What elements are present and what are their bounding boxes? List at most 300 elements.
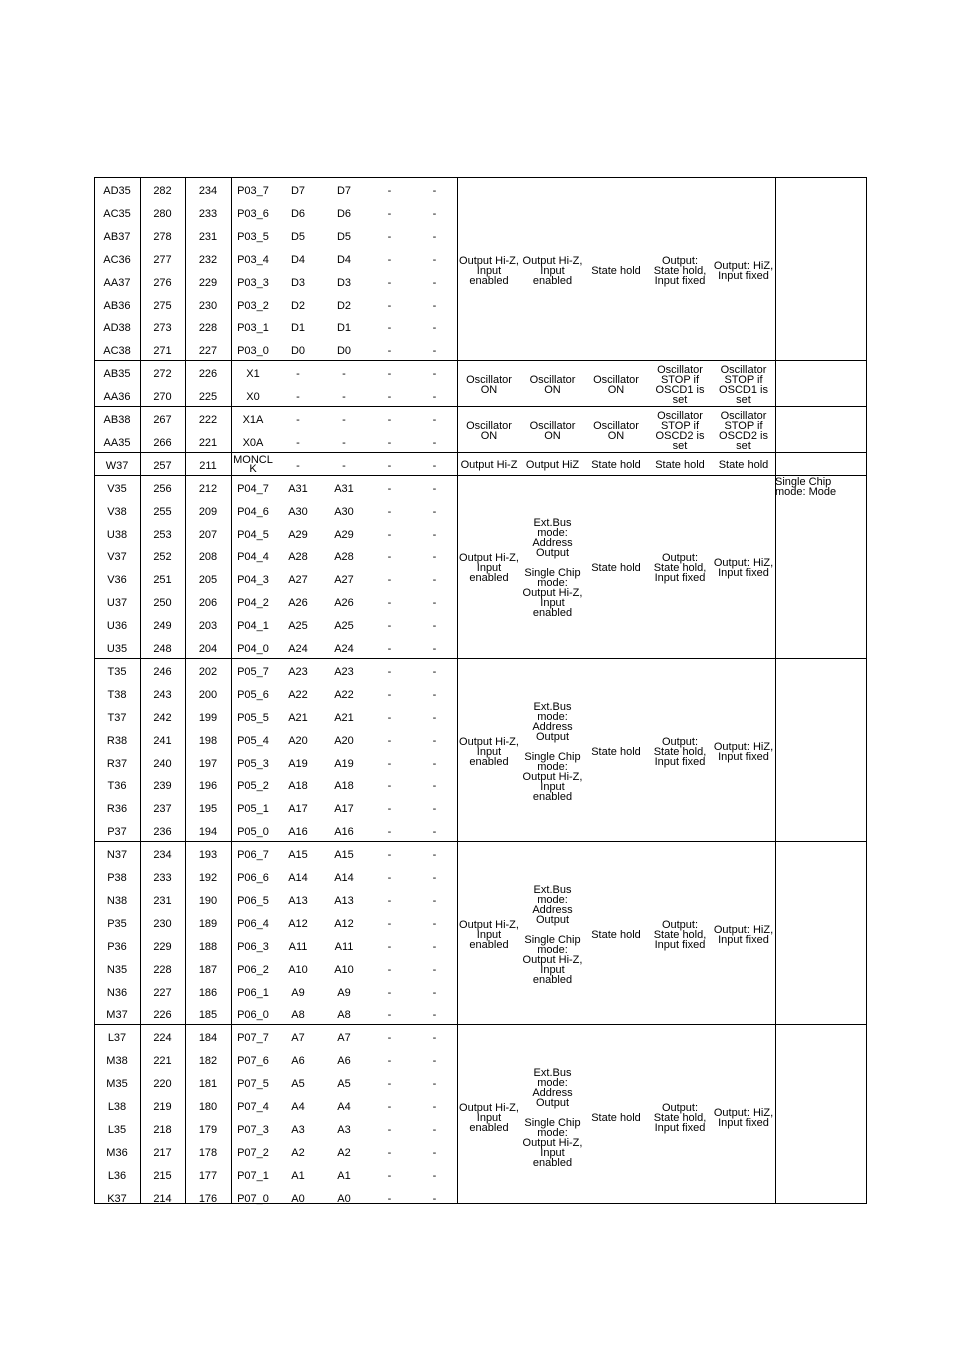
pin-b-cell: 182 xyxy=(198,1055,218,1068)
function-2-cell: A31 xyxy=(334,482,354,495)
pin-b-cell: 229 xyxy=(198,276,218,289)
pin-b-cell: 184 xyxy=(198,1032,218,1045)
function-3-cell: - xyxy=(387,528,392,541)
function-2-cell: - xyxy=(342,414,346,426)
function-4-cell: - xyxy=(432,230,437,243)
pin-b-cell: 180 xyxy=(198,1101,218,1113)
pin-b-cell: 179 xyxy=(198,1123,218,1136)
ball-cell: P36 xyxy=(107,940,127,953)
state-cell: Output: State hold, Input fixed xyxy=(653,918,707,951)
state-cell: State hold xyxy=(591,264,641,277)
state-cell: Ext.Bus mode: Address Output Single Chip mode: Output Hi-Z, Input enabled xyxy=(522,700,583,803)
pin-a-cell: 234 xyxy=(153,849,172,862)
pin-name-cell: P04_3 xyxy=(237,574,269,587)
function-1-cell: A3 xyxy=(291,1123,305,1136)
state-cell: Output Hi-Z, Input enabled xyxy=(459,918,519,951)
pin-b-cell: 178 xyxy=(198,1146,218,1159)
state-cell: State hold xyxy=(591,459,641,472)
function-4-cell: - xyxy=(432,1055,437,1068)
function-1-cell: D7 xyxy=(290,185,306,197)
pin-a-cell: 214 xyxy=(153,1192,172,1205)
state-cell: Output Hi-Z, Input enabled xyxy=(459,552,519,585)
state-cell: Oscillator STOP if OSCD1 is set xyxy=(655,364,705,407)
function-1-cell: A30 xyxy=(288,505,308,518)
function-3-cell: - xyxy=(387,185,392,197)
ball-cell: U37 xyxy=(106,597,128,610)
function-3-cell: - xyxy=(387,574,392,587)
ball-cell: AB37 xyxy=(103,230,131,243)
pin-name-cell: MONCL K xyxy=(233,453,273,475)
pin-name-cell: P07_7 xyxy=(237,1032,269,1045)
state-cell: Output: State hold, Input fixed xyxy=(653,1101,707,1134)
column-divider xyxy=(775,177,776,1204)
pin-name-cell: P04_6 xyxy=(237,505,269,518)
ball-cell: U38 xyxy=(106,528,128,541)
pin-name-cell: P03_7 xyxy=(237,185,269,197)
state-cell: State hold xyxy=(591,562,641,575)
pin-name-cell: P07_0 xyxy=(237,1192,269,1205)
function-4-cell: - xyxy=(432,826,437,839)
ball-cell: M38 xyxy=(106,1055,128,1068)
function-1-cell: A27 xyxy=(288,574,308,587)
function-4-cell: - xyxy=(432,1032,437,1045)
pin-a-cell: 246 xyxy=(153,665,172,678)
ball-cell: AA36 xyxy=(103,391,131,404)
function-1-cell: - xyxy=(296,391,300,404)
ball-cell: U35 xyxy=(106,643,128,655)
function-3-cell: - xyxy=(387,436,392,449)
function-1-cell: - xyxy=(296,414,300,426)
ball-cell: M36 xyxy=(106,1146,128,1159)
pin-name-cell: P04_4 xyxy=(237,551,269,564)
function-1-cell: A14 xyxy=(288,872,308,884)
function-2-cell: - xyxy=(342,436,346,449)
group-divider xyxy=(94,475,867,476)
state-cell: State hold xyxy=(655,459,705,472)
pin-name-cell: P05_3 xyxy=(237,757,269,770)
function-2-cell: D7 xyxy=(336,185,352,197)
pin-a-cell: 228 xyxy=(153,963,172,976)
pin-a-cell: 237 xyxy=(153,803,172,816)
function-4-cell: - xyxy=(432,253,437,266)
function-3-cell: - xyxy=(387,230,392,243)
function-3-cell: - xyxy=(387,1192,392,1205)
pin-name-cell: P07_3 xyxy=(237,1123,269,1136)
function-2-cell: A1 xyxy=(337,1169,351,1182)
ball-cell: N35 xyxy=(106,963,128,976)
ball-cell: AC36 xyxy=(103,253,131,266)
pin-b-cell: 198 xyxy=(198,734,218,747)
function-3-cell: - xyxy=(387,849,392,862)
pin-a-cell: 249 xyxy=(153,620,172,633)
function-2-cell: D1 xyxy=(336,322,352,335)
group-divider xyxy=(94,658,867,659)
pin-name-cell: P04_2 xyxy=(237,597,269,610)
pin-a-cell: 215 xyxy=(153,1169,172,1182)
state-cell: Output Hi-Z, Input enabled xyxy=(459,735,519,768)
function-4-cell: - xyxy=(432,322,437,335)
function-2-cell: A26 xyxy=(334,597,354,610)
pin-a-cell: 231 xyxy=(153,894,172,907)
pin-b-cell: 193 xyxy=(198,849,218,862)
group-divider xyxy=(94,1024,867,1025)
function-1-cell: A10 xyxy=(288,963,308,976)
function-2-cell: A3 xyxy=(337,1123,351,1136)
pin-name-cell: P04_1 xyxy=(237,620,269,633)
pin-b-cell: 203 xyxy=(198,620,218,633)
function-4-cell: - xyxy=(432,345,437,358)
pin-b-cell: 225 xyxy=(198,391,218,404)
pin-name-cell: P07_1 xyxy=(237,1169,269,1182)
function-2-cell: A2 xyxy=(337,1146,351,1159)
function-4-cell: - xyxy=(432,665,437,678)
pin-a-cell: 280 xyxy=(153,207,172,220)
pin-name-cell: P03_5 xyxy=(237,230,269,243)
function-1-cell: D3 xyxy=(290,276,306,289)
function-1-cell: D6 xyxy=(290,207,306,220)
ball-cell: L38 xyxy=(107,1101,127,1113)
pin-b-cell: 195 xyxy=(198,803,218,816)
function-1-cell: A12 xyxy=(288,917,308,930)
pin-b-cell: 190 xyxy=(198,894,218,907)
column-divider xyxy=(457,177,458,1204)
function-4-cell: - xyxy=(432,1101,437,1113)
function-1-cell: A11 xyxy=(288,940,308,953)
function-3-cell: - xyxy=(387,872,392,884)
pin-name-cell: P05_5 xyxy=(237,711,269,724)
function-1-cell: A28 xyxy=(288,551,308,564)
pin-b-cell: 206 xyxy=(198,597,218,610)
ball-cell: T36 xyxy=(107,780,127,793)
function-2-cell: A11 xyxy=(334,940,354,953)
pin-a-cell: 242 xyxy=(153,711,172,724)
pin-name-cell: P07_5 xyxy=(237,1078,269,1091)
function-1-cell: A7 xyxy=(291,1032,305,1045)
pin-b-cell: 227 xyxy=(198,345,218,358)
ball-cell: P35 xyxy=(107,917,127,930)
pin-b-cell: 181 xyxy=(198,1078,218,1091)
state-cell: Oscillator ON xyxy=(529,419,576,442)
function-4-cell: - xyxy=(432,505,437,518)
function-4-cell: - xyxy=(432,643,437,655)
function-1-cell: A26 xyxy=(288,597,308,610)
function-4-cell: - xyxy=(432,963,437,976)
function-1-cell: A18 xyxy=(288,780,308,793)
function-3-cell: - xyxy=(387,551,392,564)
function-2-cell: A24 xyxy=(334,643,354,655)
state-cell: Output: HiZ, Input fixed xyxy=(713,923,774,946)
pin-a-cell: 255 xyxy=(153,505,172,518)
function-2-cell: A21 xyxy=(334,711,354,724)
function-3-cell: - xyxy=(387,780,392,793)
function-4-cell: - xyxy=(432,849,437,862)
function-3-cell: - xyxy=(387,1009,392,1022)
function-4-cell: - xyxy=(432,368,437,381)
function-3-cell: - xyxy=(387,1078,392,1091)
function-1-cell: A25 xyxy=(288,620,308,633)
pin-a-cell: 248 xyxy=(153,643,172,655)
function-2-cell: A16 xyxy=(334,826,354,839)
pin-name-cell: P05_4 xyxy=(237,734,269,747)
state-cell: Output: State hold, Input fixed xyxy=(653,552,707,585)
state-cell: Oscillator STOP if OSCD2 is set xyxy=(655,409,705,452)
function-2-cell: A27 xyxy=(334,574,354,587)
ball-cell: M37 xyxy=(106,1009,128,1022)
state-cell: State hold xyxy=(591,745,641,758)
function-1-cell: - xyxy=(296,368,300,381)
function-4-cell: - xyxy=(432,1146,437,1159)
function-1-cell: A6 xyxy=(291,1055,305,1068)
pin-b-cell: 188 xyxy=(198,940,218,953)
pin-a-cell: 229 xyxy=(153,940,172,953)
function-4-cell: - xyxy=(432,1192,437,1205)
function-4-cell: - xyxy=(432,1009,437,1022)
pin-name-cell: P04_7 xyxy=(237,482,269,495)
function-2-cell: A14 xyxy=(334,872,354,884)
pin-a-cell: 241 xyxy=(153,734,172,747)
pin-a-cell: 236 xyxy=(153,826,172,839)
pin-a-cell: 256 xyxy=(153,482,172,495)
function-3-cell: - xyxy=(387,253,392,266)
function-1-cell: A8 xyxy=(291,1009,305,1022)
pin-name-cell: P04_0 xyxy=(237,643,269,655)
pin-name-cell: P07_6 xyxy=(237,1055,269,1068)
function-1-cell: A29 xyxy=(288,528,308,541)
state-cell: Output: HiZ, Input fixed xyxy=(713,740,774,763)
function-2-cell: A17 xyxy=(334,803,354,816)
function-4-cell: - xyxy=(432,482,437,495)
function-2-cell: - xyxy=(342,459,346,472)
pin-state-table xyxy=(94,177,867,1204)
function-3-cell: - xyxy=(387,391,392,404)
function-3-cell: - xyxy=(387,276,392,289)
function-3-cell: - xyxy=(387,1032,392,1045)
function-4-cell: - xyxy=(432,207,437,220)
pin-b-cell: 197 xyxy=(198,757,218,770)
function-3-cell: - xyxy=(387,894,392,907)
state-cell: State hold xyxy=(591,928,641,941)
ball-cell: N36 xyxy=(106,986,128,999)
function-3-cell: - xyxy=(387,368,392,381)
pin-a-cell: 266 xyxy=(153,436,172,449)
pin-a-cell: 253 xyxy=(153,528,172,541)
ball-cell: AC38 xyxy=(103,345,131,358)
pin-a-cell: 219 xyxy=(153,1101,172,1113)
ball-cell: AD38 xyxy=(103,322,131,335)
function-4-cell: - xyxy=(432,734,437,747)
pin-name-cell: P06_5 xyxy=(237,894,269,907)
function-2-cell: A9 xyxy=(337,986,351,999)
state-cell: Output Hi-Z xyxy=(460,459,518,472)
function-4-cell: - xyxy=(432,872,437,884)
function-2-cell: A22 xyxy=(334,688,354,701)
pin-a-cell: 257 xyxy=(153,459,172,472)
pin-b-cell: 192 xyxy=(198,872,218,884)
pin-b-cell: 226 xyxy=(198,368,218,381)
pin-a-cell: 218 xyxy=(153,1123,172,1136)
pin-name-cell: P03_3 xyxy=(237,276,269,289)
function-1-cell: - xyxy=(296,459,300,472)
function-3-cell: - xyxy=(387,734,392,747)
function-2-cell: D4 xyxy=(336,253,352,266)
function-4-cell: - xyxy=(432,620,437,633)
function-4-cell: - xyxy=(432,436,437,449)
pin-a-cell: 250 xyxy=(153,597,172,610)
state-cell: Oscillator ON xyxy=(593,374,639,397)
function-2-cell: A7 xyxy=(337,1032,351,1045)
pin-b-cell: 199 xyxy=(198,711,218,724)
pin-b-cell: 204 xyxy=(198,643,218,655)
function-2-cell: A5 xyxy=(337,1078,351,1091)
pin-b-cell: 232 xyxy=(198,253,218,266)
ball-cell: AB36 xyxy=(103,299,131,312)
group-divider xyxy=(94,360,867,361)
function-1-cell: A31 xyxy=(288,482,308,495)
state-cell: Ext.Bus mode: Address Output Single Chip mode: Output Hi-Z, Input enabled xyxy=(522,883,583,986)
function-1-cell: A5 xyxy=(291,1078,305,1091)
pin-a-cell: 217 xyxy=(153,1146,172,1159)
function-4-cell: - xyxy=(432,299,437,312)
function-1-cell: D2 xyxy=(290,299,306,312)
function-3-cell: - xyxy=(387,207,392,220)
pin-a-cell: 221 xyxy=(153,1055,172,1068)
function-3-cell: - xyxy=(387,643,392,655)
function-2-cell: A23 xyxy=(334,665,354,678)
pin-name-cell: P05_7 xyxy=(237,665,269,678)
pin-name-cell: P06_0 xyxy=(237,1009,269,1022)
function-3-cell: - xyxy=(387,1101,392,1113)
function-2-cell: A10 xyxy=(334,963,354,976)
pin-b-cell: 176 xyxy=(198,1192,218,1205)
function-2-cell: A18 xyxy=(334,780,354,793)
function-4-cell: - xyxy=(432,391,437,404)
pin-a-cell: 278 xyxy=(153,230,172,243)
function-4-cell: - xyxy=(432,185,437,197)
state-cell: Oscillator STOP if OSCD1 is set xyxy=(719,364,768,407)
pin-a-cell: 230 xyxy=(153,917,172,930)
state-cell: Output HiZ xyxy=(525,459,580,472)
pin-b-cell: 212 xyxy=(198,482,218,495)
state-cell: Ext.Bus mode: Address Output Single Chip mode: Output Hi-Z, Input enabled xyxy=(522,1066,583,1169)
group-divider xyxy=(94,841,867,842)
function-1-cell: D4 xyxy=(290,253,306,266)
pin-b-cell: 200 xyxy=(198,688,218,701)
ball-cell: T37 xyxy=(107,711,127,724)
function-2-cell: A20 xyxy=(334,734,354,747)
pin-b-cell: 208 xyxy=(198,551,218,564)
state-cell: Output: HiZ, Input fixed xyxy=(713,259,774,282)
function-1-cell: A19 xyxy=(288,757,308,770)
function-4-cell: - xyxy=(432,894,437,907)
ball-cell: P37 xyxy=(107,826,127,839)
function-3-cell: - xyxy=(387,688,392,701)
state-cell: Output: HiZ, Input fixed xyxy=(713,557,774,580)
function-1-cell: D0 xyxy=(290,345,306,358)
pin-name-cell: P05_2 xyxy=(237,780,269,793)
state-cell: Output: State hold, Input fixed xyxy=(653,735,707,768)
pin-a-cell: 224 xyxy=(153,1032,172,1045)
pin-b-cell: 211 xyxy=(199,459,217,472)
function-2-cell: A4 xyxy=(337,1101,351,1113)
pin-name-cell: P03_1 xyxy=(237,322,269,335)
pin-name-cell: P06_4 xyxy=(237,917,269,930)
ball-cell: V37 xyxy=(107,551,127,564)
pin-name-cell: X1 xyxy=(246,368,260,381)
function-2-cell: A28 xyxy=(334,551,354,564)
function-4-cell: - xyxy=(432,414,437,426)
pin-a-cell: 226 xyxy=(153,1009,172,1022)
pin-a-cell: 271 xyxy=(153,345,172,358)
state-cell: Output: HiZ, Input fixed xyxy=(713,1106,774,1129)
function-3-cell: - xyxy=(387,665,392,678)
state-cell: State hold xyxy=(718,459,769,472)
pin-b-cell: 194 xyxy=(198,826,218,839)
pin-b-cell: 209 xyxy=(198,505,218,518)
function-1-cell: A21 xyxy=(288,711,308,724)
function-4-cell: - xyxy=(432,597,437,610)
pin-a-cell: 251 xyxy=(153,574,172,587)
pin-name-cell: P03_0 xyxy=(237,345,269,358)
function-1-cell: - xyxy=(296,436,300,449)
ball-cell: K37 xyxy=(107,1192,127,1205)
function-4-cell: - xyxy=(432,551,437,564)
pin-name-cell: X0 xyxy=(246,391,260,404)
pin-a-cell: 273 xyxy=(153,322,172,335)
function-3-cell: - xyxy=(387,459,392,472)
function-3-cell: - xyxy=(387,597,392,610)
pin-b-cell: 196 xyxy=(198,780,218,793)
pin-a-cell: 282 xyxy=(153,185,172,197)
state-cell: Output Hi-Z, Input enabled xyxy=(522,254,583,287)
state-cell: Output: State hold, Input fixed xyxy=(653,254,707,287)
function-4-cell: - xyxy=(432,803,437,816)
pin-a-cell: 276 xyxy=(153,276,172,289)
function-1-cell: D1 xyxy=(290,322,306,335)
function-2-cell: - xyxy=(342,391,346,404)
ball-cell: AA37 xyxy=(103,276,131,289)
function-3-cell: - xyxy=(387,1169,392,1182)
ball-cell: AB35 xyxy=(103,368,131,381)
function-3-cell: - xyxy=(387,940,392,953)
pin-name-cell: P07_2 xyxy=(237,1146,269,1159)
pin-b-cell: 202 xyxy=(198,665,218,678)
function-2-cell: A29 xyxy=(334,528,354,541)
group-divider xyxy=(94,406,867,407)
state-cell: Oscillator ON xyxy=(593,419,639,442)
function-2-cell: A15 xyxy=(334,849,354,862)
ball-cell: R38 xyxy=(106,734,128,747)
pin-a-cell: 240 xyxy=(153,757,172,770)
ball-cell: AB38 xyxy=(103,414,131,426)
function-4-cell: - xyxy=(432,940,437,953)
ball-cell: AC35 xyxy=(103,207,131,220)
function-4-cell: - xyxy=(432,917,437,930)
note-cell: Single Chip mode: Mode xyxy=(775,475,837,498)
function-3-cell: - xyxy=(387,963,392,976)
ball-cell: R37 xyxy=(106,757,128,770)
state-cell: State hold xyxy=(591,1111,641,1124)
function-2-cell: - xyxy=(342,368,346,381)
function-4-cell: - xyxy=(432,276,437,289)
pin-a-cell: 243 xyxy=(153,688,172,701)
function-2-cell: A12 xyxy=(334,917,354,930)
pin-name-cell: P03_2 xyxy=(237,299,269,312)
function-1-cell: A22 xyxy=(288,688,308,701)
pin-b-cell: 205 xyxy=(198,574,218,587)
function-3-cell: - xyxy=(387,1146,392,1159)
ball-cell: P38 xyxy=(107,872,127,884)
pin-name-cell: P05_6 xyxy=(237,688,269,701)
